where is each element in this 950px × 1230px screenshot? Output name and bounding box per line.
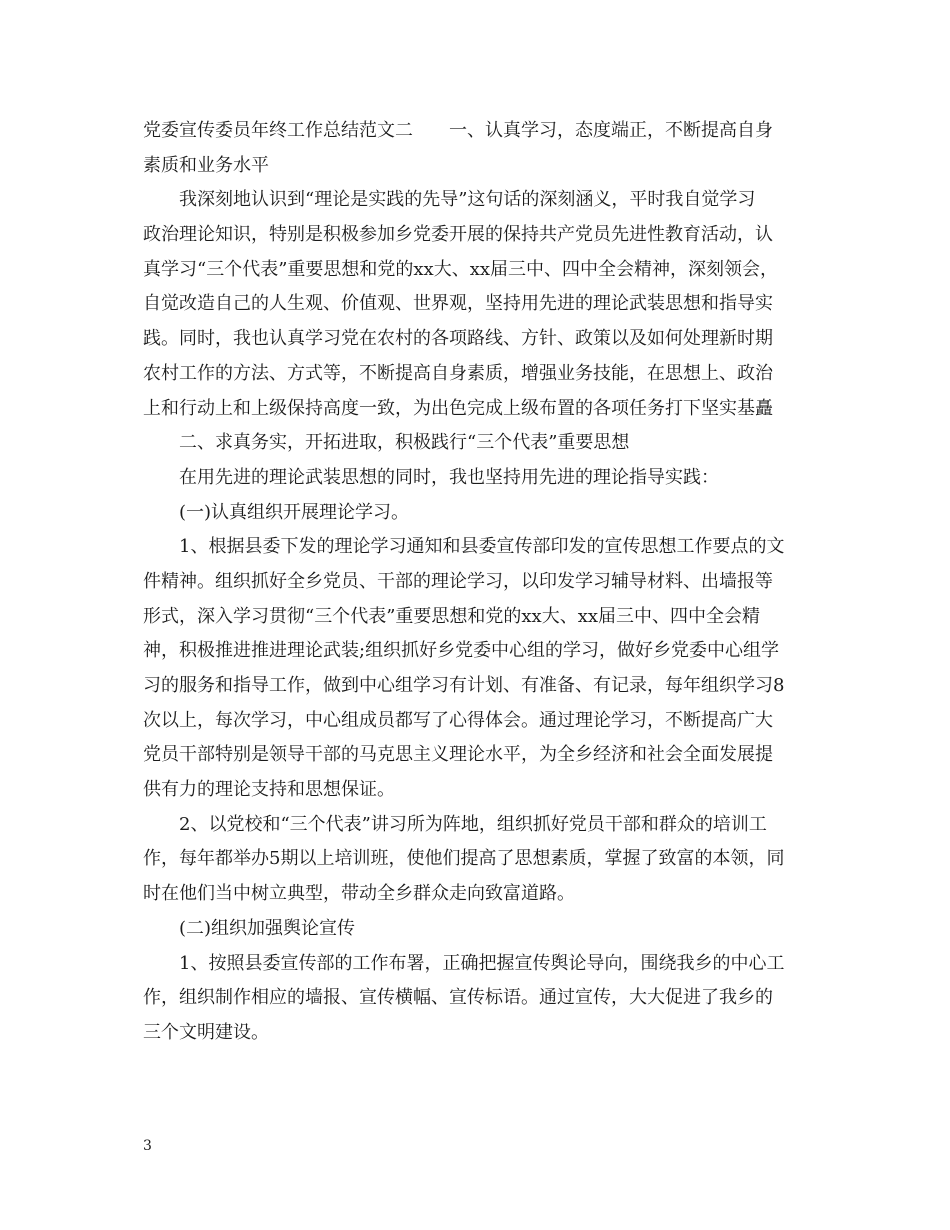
paragraph-start-line: 1、根据县委下发的理论学习通知和县委宣传部印发的宣传思想工作要点的文	[179, 536, 785, 558]
text-line: 素质和业务水平	[143, 154, 269, 176]
section-heading: 二、求真务实，开拓进取，积极践行“三个代表”重要思想	[179, 432, 630, 454]
text-line: 自觉改造自己的人生观、价值观、世界观，坚持用先进的理论武装思想和指导实	[143, 293, 773, 315]
paragraph-start-line: 1、按照县委宣传部的工作布署，正确把握宣传舆论导向，围绕我乡的中心工	[179, 952, 785, 974]
text-line: 时在他们当中树立典型，带动全乡群众走向致富道路。	[143, 883, 575, 905]
subsection-heading: (二)组织加强舆论宣传	[179, 917, 356, 939]
text-line: 践。同时，我也认真学习党在农村的各项路线、方针、政策以及如何处理新时期	[143, 328, 773, 350]
text-line: 真学习“三个代表”重要思想和党的xx大、xx届三中、四中全会精神，深刻领会，	[143, 258, 779, 280]
text-line: 件精神。组织抓好全乡党员、干部的理论学习，以印发学习辅导材料、出墙报等	[143, 570, 773, 592]
document-title-line: 党委宣传委员年终工作总结范文二 一、认真学习，态度端正，不断提高自身	[143, 120, 773, 141]
text-line: 神，积极推进推进理论武装;组织抓好乡党委中心组的学习，做好乡党委中心组学	[143, 640, 780, 662]
text-line: 上和行动上和上级保持高度一致，为出色完成上级布置的各项任务打下坚实基矗	[143, 397, 773, 419]
text-line: 供有力的理论支持和思想保证。	[143, 779, 395, 801]
paragraph-start-line: 我深刻地认识到“理论是实践的先导”这句话的深刻涵义，平时我自觉学习	[179, 189, 756, 211]
text-line: 党员干部特别是领导干部的马克思主义理论水平，为全乡经济和社会全面发展提	[143, 744, 773, 766]
paragraph-start-line: 在用先进的理论武装思想的同时，我也坚持用先进的理论指导实践：	[179, 466, 719, 488]
text-line: 次以上，每次学习，中心组成员都写了心得体会。通过理论学习，不断提高广大	[143, 709, 773, 731]
text-line: 三个文明建设。	[143, 1021, 269, 1043]
paragraph-start-line: 2、以党校和“三个代表”讲习所为阵地，组织抓好党员干部和群众的培训工	[179, 813, 767, 835]
subsection-heading: (一)认真组织开展理论学习。	[179, 501, 410, 523]
text-line: 习的服务和指导工作，做到中心组学习有计划、有准备、有记录，每年组织学习8	[143, 675, 785, 696]
text-line: 作，每年都举办5期以上培训班，使他们提高了思想素质，掌握了致富的本领，同	[143, 848, 785, 870]
document-body	[143, 114, 815, 1051]
page-number: 3	[143, 1138, 152, 1154]
text-line: 农村工作的方法、方式等，不断提高自身素质，增强业务技能，在思想上、政治	[143, 362, 773, 384]
text-line: 形式，深入学习贯彻“三个代表”重要思想和党的xx大、xx届三中、四中全会精	[143, 605, 761, 627]
text-line: 作，组织制作相应的墙报、宣传横幅、宣传标语。通过宣传，大大促进了我乡的	[143, 987, 773, 1009]
text-line: 政治理论知识，特别是积极参加乡党委开展的保持共产党员先进性教育活动，认	[143, 224, 773, 246]
